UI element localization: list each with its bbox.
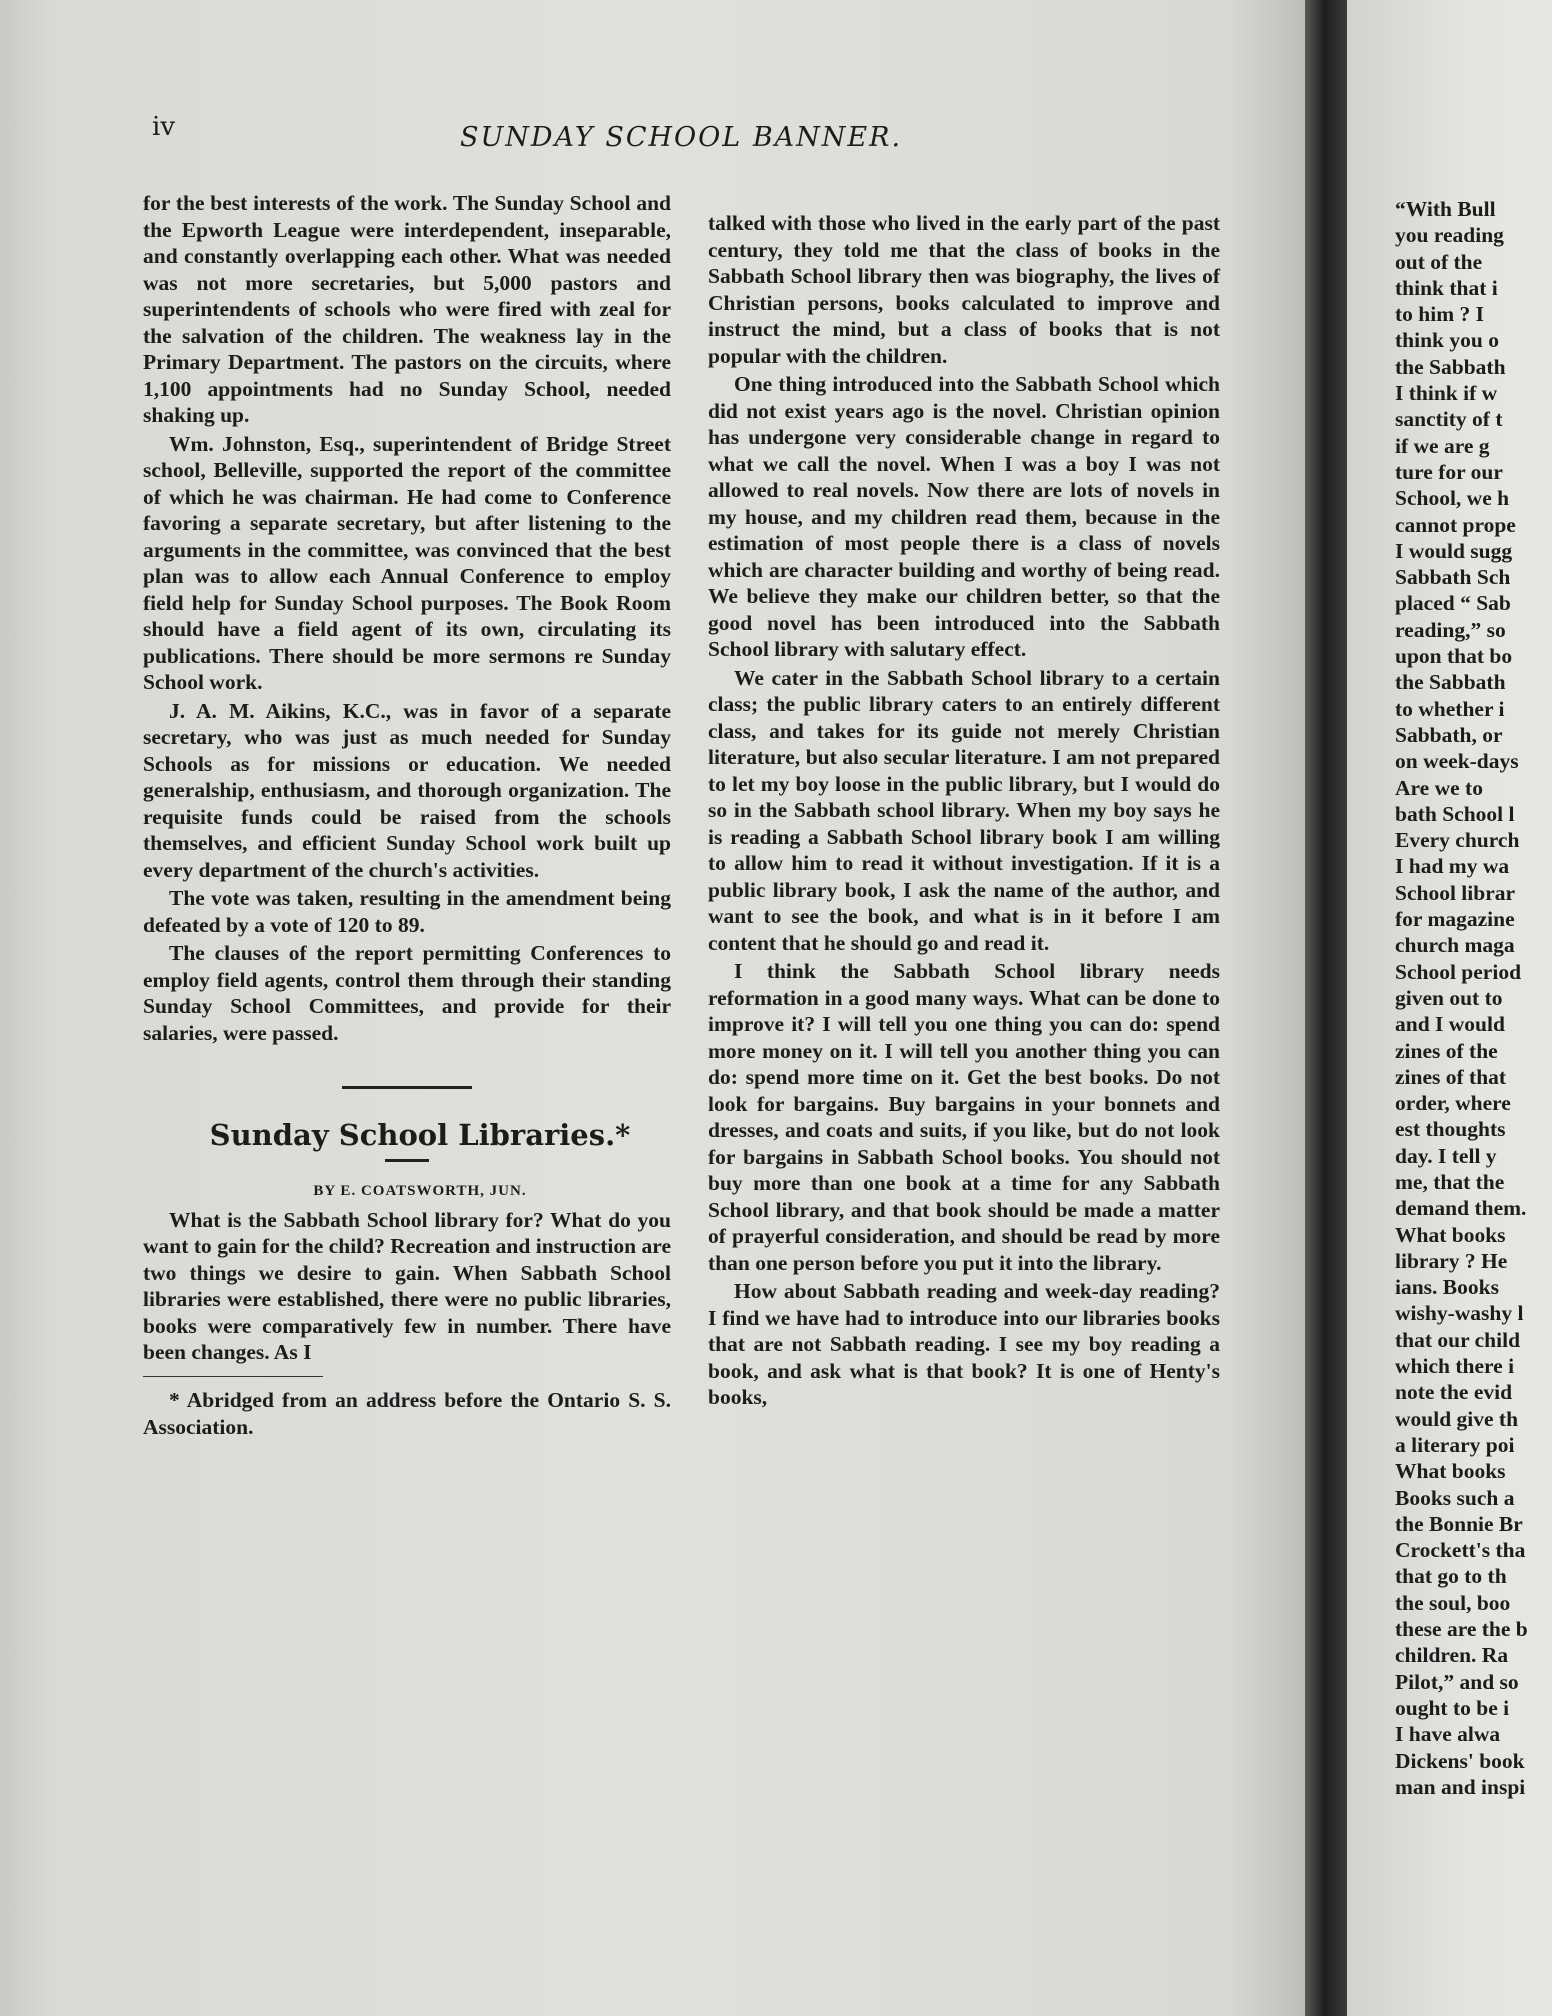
text-line: that go to th: [1395, 1564, 1507, 1589]
text-line: What books: [1395, 1459, 1506, 1484]
footnote-divider: [143, 1376, 323, 1378]
text-line: Books such a: [1395, 1485, 1515, 1510]
text-line: Sabbath, or: [1395, 722, 1503, 747]
paragraph: Wm. Johnston, Esq., superintendent of Bridge Street school, Belleville, supported the report of the committee of which he was chairman. He had come to Conference favoring a separate secretary, but after listening to the arguments in the committee, was convinced that the best plan was to allow each Annual Conference to employ field help for Sunday School purposes. The Book Room should have a field agent of its own, circulating its publications. There should be more sermons re Sunday School work.: [143, 431, 671, 694]
paragraph: talked with those who lived in the early part of the past century, they told me that the class of books in the Sabbath School library then was biography, the lives of Christian persons, books calculated to improve and instruct the mind, but a class of books that is not popular with the children.: [708, 211, 1220, 368]
text-line: out of the: [1395, 249, 1483, 274]
text-line: Every church: [1395, 828, 1520, 853]
text-line: ought to be i: [1395, 1695, 1510, 1720]
title-underline: [385, 1159, 429, 1162]
text-line: School period: [1395, 959, 1522, 984]
text-line: church maga: [1395, 933, 1515, 958]
text-line: est thoughts: [1395, 1117, 1506, 1142]
text-line: the Sabbath: [1395, 670, 1506, 695]
text-line: I had my wa: [1395, 854, 1510, 879]
text-line: order, where: [1395, 1091, 1511, 1116]
paragraph: J. A. M. Aikins, K.C., was in favor of a separate secretary, who was just as much needed for Sunday Schools as for missions or education. We needed generalship, enthusiasm, and thorough organization. The requisite funds could be raised from the schools themselves, and efficient Sunday School work built up every department of the church's activities.: [143, 698, 671, 882]
text-line: I have alwa: [1395, 1722, 1501, 1747]
text-line: to whether i: [1395, 696, 1505, 721]
article-paragraph: What is the Sabbath School library for? What do you want to gain for the child? Recreation and instruction are two things we desire to gain. When Sabbath School libraries were established, there were no public libraries, books were comparatively few in number. There have been changes. As I: [143, 1207, 671, 1364]
text-line: a literary poi: [1395, 1432, 1515, 1457]
text-line: the soul, boo: [1395, 1590, 1511, 1615]
column-1: [143, 190, 671, 1442]
text-line: “With Bull: [1395, 197, 1496, 221]
footnote: * Abridged from an address before the Ontario S. S. Association.: [143, 1388, 671, 1439]
text-line: cannot prope: [1395, 512, 1516, 537]
text-line: ians. Books: [1395, 1275, 1499, 1300]
text-line: the Sabbath: [1395, 354, 1506, 379]
text-line: zines of that: [1395, 1064, 1507, 1089]
text-line: Dickens' book: [1395, 1748, 1525, 1773]
text-line: children. Ra: [1395, 1643, 1509, 1668]
column-2: [708, 210, 1220, 1413]
text-line: I think if w: [1395, 381, 1498, 406]
text-line: zines of the: [1395, 1038, 1498, 1063]
text-line: Crockett's tha: [1395, 1538, 1526, 1563]
text-line: would give th: [1395, 1406, 1519, 1431]
text-line: wishy-washy l: [1395, 1301, 1524, 1326]
paragraph: The vote was taken, resulting in the amendment being defeated by a vote of 120 to 89.: [143, 886, 671, 937]
text-line: demand them.: [1395, 1196, 1527, 1221]
byline: BY E. COATSWORTH, JUN.: [313, 1183, 527, 1199]
text-line: me, that the: [1395, 1169, 1505, 1194]
book-gutter: [1305, 0, 1347, 2016]
text-line: sanctity of t: [1395, 407, 1503, 432]
paragraph: One thing introduced into the Sabbath School which did not exist years ago is the novel. Christian opinion has undergone very considerable change in regard to what we call the novel. When I was a boy I was not allowed to real novels. Now there are lots of novels in my house, and my children read them, because in the estimation of most people there is a class of novels which are character building and worthy of being read. We believe they make our children better, so that the good novel has been introduced into the Sabbath School library with salutary effect.: [708, 372, 1220, 661]
text-line: think that i: [1395, 275, 1498, 300]
text-line: bath School l: [1395, 801, 1515, 826]
text-line: think you o: [1395, 328, 1499, 353]
text-line: these are the b: [1395, 1617, 1528, 1642]
text-line: I would sugg: [1395, 538, 1513, 563]
paragraph: We cater in the Sabbath School library to a certain class; the public library caters to an entirely different class, and takes for its guide not merely Christian literature, but also secular literature. I am not prepared to let my boy loose in the public library, but I would do so in the Sabbath school library. When my boy says he is reading a Sabbath School library book I am willing to allow him to read it without investigation. If it is a public library book, I ask the name of the author, and want to see the book, and what is in it before I am content that he should go and read it.: [708, 665, 1220, 955]
running-head: SUNDAY SCHOOL BANNER.: [460, 122, 903, 153]
column-3-cropped: [1395, 196, 1552, 1800]
text-line: School, we h: [1395, 486, 1510, 511]
text-line: Sabbath Sch: [1395, 565, 1511, 590]
page-number: iv: [152, 112, 176, 142]
text-line: that our child: [1395, 1327, 1521, 1352]
text-line: reading,” so: [1395, 617, 1506, 642]
text-line: if we are g: [1395, 433, 1490, 458]
paragraph: I think the Sabbath School library needs reformation in a good many ways. What can be done to improve it? I will tell you one thing you can do: spend more money on it. I will tell you another thing you can do: spend more time on it. Get the best books. Do not look for bargains. Buy bargains in your bonnets and dresses, and coats and suits, if you like, but do not look for bargains in Sabbath School books. You should not buy more than one book at a time for any Sabbath School library, and that book should be made a matter of prayerful consideration, and should be read by more than one person before you put it into the library.: [708, 959, 1220, 1275]
text-line: man and inspi: [1395, 1774, 1526, 1799]
text-line: library ? He: [1395, 1248, 1508, 1273]
text-line: for magazine: [1395, 907, 1515, 932]
text-line: given out to: [1395, 985, 1503, 1010]
text-line: the Bonnie Br: [1395, 1511, 1523, 1536]
text-line: note the evid: [1395, 1380, 1513, 1405]
section-title: Sunday School Libraries.*: [209, 1118, 631, 1152]
text-line: What books: [1395, 1222, 1506, 1247]
text-line: upon that bo: [1395, 644, 1513, 669]
text-line: you reading: [1395, 223, 1504, 248]
text-line: placed “ Sab: [1395, 591, 1511, 616]
text-line: Are we to: [1395, 775, 1483, 800]
text-line: on week-days: [1395, 749, 1519, 774]
text-line: to him ? I: [1395, 302, 1484, 327]
paragraph: The clauses of the report permitting Conferences to employ field agents, control them through their standing Sunday School Committees, and provide for their salaries, were passed.: [143, 941, 671, 1045]
text-line: Pilot,” and so: [1395, 1669, 1519, 1694]
paragraph: for the best interests of the work. The Sunday School and the Epworth League were interdependent, inseparable, and constantly overlapping each other. What was needed was not more secretaries, but 5,000 pastors and superintendents of schools who were fired with zeal for the salvation of the children. The weakness lay in the Primary Department. The pastors on the circuits, where 1,100 appointments had no Sunday School, needed shaking up.: [143, 191, 671, 427]
text-line: ture for our: [1395, 459, 1503, 484]
text-line: and I would: [1395, 1012, 1505, 1037]
text-line: which there i: [1395, 1354, 1515, 1379]
section-divider: [342, 1086, 472, 1089]
text-line: School librar: [1395, 880, 1516, 905]
paragraph: How about Sabbath reading and week-day reading? I find we have had to introduce into our libraries books that are not Sabbath reading. I see my boy reading a book, and ask what is that book? It is one of Henty's books,: [708, 1279, 1220, 1409]
text-line: day. I tell y: [1395, 1143, 1497, 1168]
